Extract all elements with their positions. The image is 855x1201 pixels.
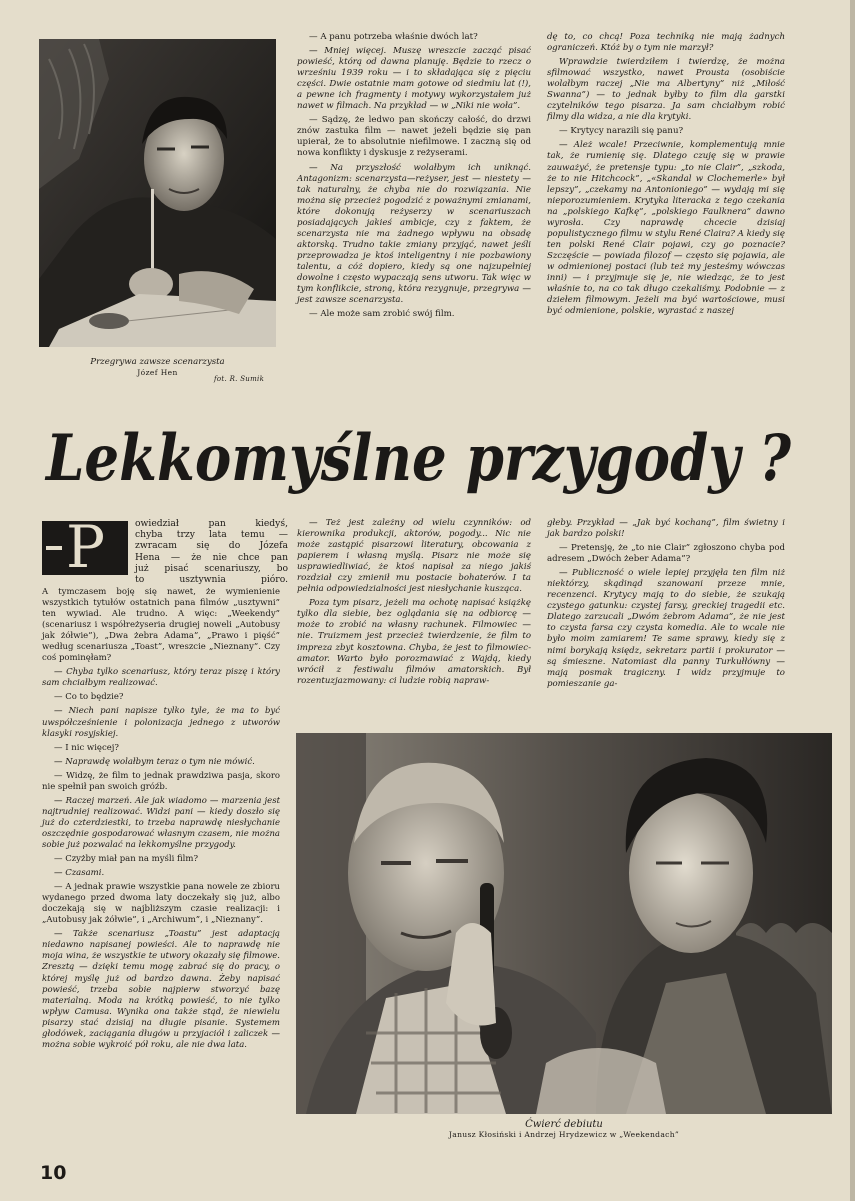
headline (40, 400, 800, 510)
photo-bottom-caption (296, 1119, 832, 1140)
caption-title: Ćwierć debiutu (525, 1119, 603, 1130)
paragraph: — Mniej więcej. Muszę wreszcie zacząć pisać powieść, którą od dawna planuję. Będzie to rzecz o wrześniu 1939 roku — i to składająca się z pięciu części. Dwie ostatnie mam gotowe od siedmiu lat (!), a pewne ich fragmenty i motywy wykorzystałem już nawet w filmach. Na przykład — w „Niki nie woła”. (297, 46, 531, 112)
paragraph: A tymczasem boję się nawet, że wymienienie wszystkich tytułów ostatnich pana filmów „usztywni” ten wywiad. Ale trudno. A więc: „Weekendy” (scenariusz i współreżyseria drugiej noweli „Autobusy jak żółwie”), „Dwa żebra Adama”, „Prawo i pięść” według scenariusza „Toast”, wreszcie „Nieznany”. Czy coś pominęłam? (42, 587, 280, 664)
intro-line: Hena — że nie chce pan (135, 551, 288, 563)
dropcap-letter: P (66, 513, 106, 581)
paragraph: — I nic więcej? (54, 742, 119, 753)
paragraph: — Ale może sam zrobić swój film. (309, 309, 455, 320)
top-column-3 (547, 32, 785, 320)
photo-jozef-hen (39, 39, 276, 347)
paragraph: — Sądzę, że ledwo pan skończy całość, do drzwi znów zastuka film — nawet jeżeli będzie się pan upierał, że to absolutnie niefilmowe. I zaczną się od nowa konflikty i dyskusje z reżyserami. (297, 115, 531, 159)
intro-line: chyba trzy lata temu — (135, 529, 288, 541)
headline-text: Lekkomyślne przygody ? (44, 421, 792, 496)
dropcap-dash (46, 546, 62, 550)
paragraph: — Krytycy narazili się panu? (559, 126, 684, 137)
portrait-image (39, 39, 276, 347)
bottom-column-1 (42, 587, 280, 1054)
paragraph: — Ależ wcale! Przeciwnie, komplementują mnie tak, że rumienię się. Dlatego czuję się w prawie zauważyć, że pretensje typu: „to nie Clair”, „szkoda, że to nie Hitchcock”, „«Skandal w Clochemerle» był lepszy”, „czekamy na Antonioniego” — wydają mi się nieporozumieniem. Krytyka literacka z tego czekania na „polskiego Kafkę”, „polskiego Faulknera” dawno wyrosła. Czy naprawdę chcecie dzisiaj populistycznego filmu w stylu René Claira? A kiedy się ten polski René Clair pojawi, czy go poznacie? Szczęście — powiada filozof — często się pojawia, ale w odmienionej postaci (lub też my jesteśmy wówczas inni) — i przyjmuje się je, nie wiedząc, że to jest właśnie to, na co tak długo czekaliśmy. Podobnie — z dziełem filmowym. Jeżeli ma być wartościowe, musi być odmienione, polskie, wyrastać z naszej (547, 140, 785, 317)
dropcap-box (42, 513, 128, 581)
intro-line: już pisać scenariuszy, bo (135, 562, 288, 574)
page-edge (850, 0, 855, 1201)
paragraph: — A jednak prawie wszystkie pana nowele ze zbioru wydanego przed dwoma laty doczekały się już, albo doczekają się w najbliższym czasie realizacji: i „Autobusy jak żółwie”, i „Archiwum”, i „Nieznany”. (42, 882, 280, 926)
photo-credit: fot. R. Sumik (214, 375, 265, 383)
paragraph: — Czyżby miał pan na myśli film? (54, 854, 199, 865)
intro-line: to usztywnia pióro. (135, 574, 288, 586)
paragraph: Wprawdzie twierdziłem i twierdzę, że można sfilmować wszystko, nawet Prousta (osobiście wolałbym raczej „Nie ma Albertyny” niż „Miłość Swanna”) — to jednak byłby to film dla garstki czytelników tego pisarza. Ja sam chciałbym robić filmy dla widza, a nie dla krytyki. (547, 57, 785, 123)
intro-line: owiedział pan kiedyś, (135, 518, 288, 529)
paragraph: — Niech pani napisze tylko tyle, że ma to być uwspółcześnienie i polonizacja jednego z utworów klasyki rosyjskiej. (42, 706, 280, 739)
caption-person: Józef Hen (137, 368, 178, 377)
paragraph: — Co to będzie? (54, 692, 124, 703)
bottom-column-2 (297, 518, 531, 690)
paragraph: — Czasami. (54, 868, 105, 879)
paragraph: — Chyba tylko scenariusz, który teraz piszę i który sam chciałbym realizować. (42, 667, 280, 689)
intro-line: zwracam się do Józefa (135, 540, 288, 552)
intro-lines (135, 518, 288, 585)
page-number: 10 (40, 1162, 67, 1184)
paragraph: głeby. Przykład — „Jak być kochaną”, film świetny i jak bardzo polski! (547, 518, 785, 540)
paragraph: — Publiczność o wiele lepiej przyjęła ten film niż niektórzy, skądinąd szanowani przeze mnie, recenzenci. Krytycy mają to do siebie, że szukają czystego gatunku: czystej farsy, greckiej tragedii etc. Dlatego zarzucali „Dwóm żebrom Adama”, że nie jest to czysta farsa czy czysta komedia. Ale to wcale nie było moim zamiarem! Te same sprawy, kiedy się z nimi borykają księdz, sekretarz partii i prokurator — są śmieszne. Natomiast dla panny Turkułłówny — mają posmak tragiczny. I widz przyjmuje to pomieszanie ga- (547, 568, 785, 689)
paragraph: — Naprawdę wolałbym teraz o tym nie mówić. (54, 756, 255, 767)
paragraph: — Też jest zależny od wielu czynników: od kierownika produkcji, aktorów, pogody... Nic nie może zastąpić pisarzowi literatury, obcowania z papierem i własną myślą. Pisarz nie może się usprawiedliwiać, że ktoś napisał za niego jakiś rozdział czy zmienił mu postacie bohaterów. I ta pełnia odpowiedzialności jest niesłychanie kusząca. (297, 518, 531, 595)
paragraph: — Raczej marzeń. Ale jak wiadomo — marzenia jest najtrudniej realizować. Widzi pani — kiedy doszło się już do czterdziestki, to trzeba naprawdę niesłychanie oszczędnie gospodarować własnym czasem, nie można sobie już pozwalać na lekkomyślne przygody. (42, 795, 280, 850)
photo-top-caption (39, 357, 276, 377)
paragraph: — Także scenariusz „Toastu” jest adaptacją niedawno napisanej powieści. Ale to naprawdę nie moja wina, że wszystkie te utwory okazały się filmowe. Zresztą — dzięki temu mogę zabrać się do pracy, o której myślę już od bardzo dawna. Żeby napisać powieść, trzeba sobie najpierw stworzyć bazę materialną. Moda na krótką powieść, to nie tylko wpływ Camusa. Wynika ona także stąd, że niewielu pisarzy stać dzisiaj na długie pisanie. Systemem głodówek, zaciągania długów u przyjaciół i zaliczek — można sobie wykroić pół roku, ale nie dwa lata. (42, 929, 280, 1050)
caption-persons: Janusz Kłosiński i Andrzej Hrydzewicz w „Weekendach” (448, 1130, 680, 1139)
paragraph: — A panu potrzeba właśnie dwóch lat? (309, 32, 478, 42)
paragraph: — Widzę, że film to jednak prawdziwa pasja, skoro nie spełnił pan swoich gróźb. (42, 770, 280, 792)
paragraph: Poza tym pisarz, jeżeli ma ochotę napisać książkę tylko dla siebie, bez oglądania się na odbiorcę — może to zrobić na własny rachunek. Filmowiec — nie. Truizmem jest przecież twierdzenie, że film to impreza zbyt kosztowna. Chyba, że jest to filmowiec-amator. Warto było porozmawiać z Wajdą, kiedy wrócił z festiwalu filmów amatorskich. Był rozentuzjazmowany: ci ludzie robią napraw- (297, 598, 531, 686)
caption-title: Przegrywa zawsze scenarzysta (90, 357, 225, 367)
photo-weekendy-still (296, 733, 832, 1114)
bottom-column-3 (547, 518, 785, 693)
paragraph: dę to, co chcą! Poza techniką nie mają żadnych ograniczeń. Któż by o tym nie marzył? (547, 32, 785, 54)
film-still-image (296, 733, 832, 1114)
paragraph: — Na przyszłość wolałbym ich uniknąć. Antagonizm: scenarzysta—reżyser, jest — niestety — tak naturalny, że chyba nie do rozwiązania. Nie można się przecież pogodzić z poważnymi zmianami, które dokonują reżyserzy w scenariuszach posiadających jakieś ambicje, czy z faktem, że scenarzysta nie ma żadnego wpływu na obsadę aktorską. Trudno takie zmiany przyjąć, nawet jeśli przeprowadza je ktoś inteligentny i nie pozbawiony talentu, a cóż dopiero, kiedy są one najzupełniej dowolne i często wypaczają sens utworu. Tak więc w tym konflikcie, stroną, która rezygnuje, przegrywa — jest zawsze scenarzysta. (297, 162, 531, 306)
top-column-2 (297, 32, 531, 323)
paragraph: — Pretensję, że „to nie Clair” zgłoszono chyba pod adresem „Dwóch żeber Adama”? (547, 543, 785, 565)
